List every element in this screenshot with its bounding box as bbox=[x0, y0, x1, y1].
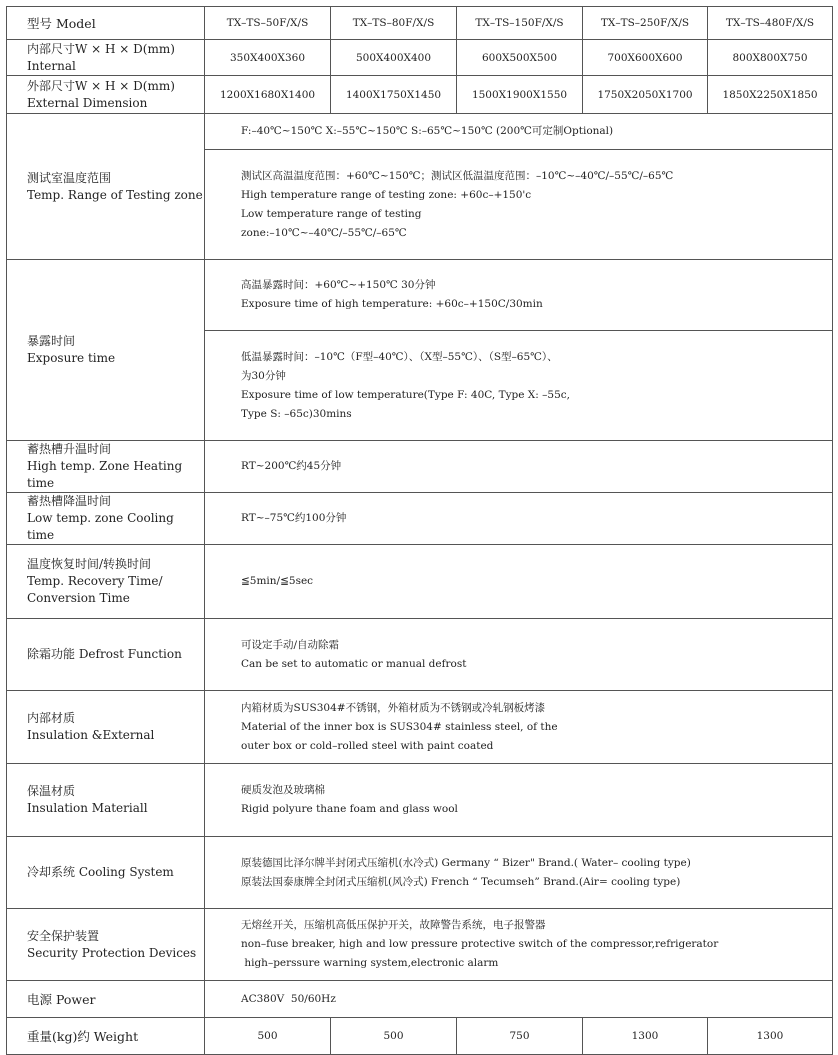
material-line-2: Material of the inner box is SUS304# stainless steel, of the bbox=[241, 720, 558, 733]
power-row bbox=[7, 981, 833, 1018]
cooling-system-line-1: 原装德国比泽尔牌半封闭式压缩机(水冷式) Germany “ Bizer" Brand.( Water– cooling type) bbox=[241, 856, 691, 869]
weight-value-2: 500 bbox=[331, 1018, 457, 1055]
weight-value-1: 500 bbox=[205, 1018, 331, 1055]
cooling-system-line-2: 原装法国泰康牌全封闭式压缩机(风冷式) French “ Tecumseh” Brand.(Air= cooling type) bbox=[241, 875, 681, 888]
weight-value-5: 1300 bbox=[708, 1018, 833, 1055]
exposure-row-high bbox=[7, 260, 833, 331]
external-label-en: External Dimension bbox=[27, 95, 148, 110]
exposure-label-cn: 暴露时间 bbox=[27, 334, 76, 348]
heating-value: RT~200℃约45分钟 bbox=[205, 441, 833, 493]
internal-value-4: 700X600X600 bbox=[583, 40, 708, 76]
cooling-system-label: 冷却系统 Cooling System bbox=[7, 837, 205, 909]
exposure-high-line-2: Exposure time of high temperature: +60c–+150C/30min bbox=[241, 298, 543, 310]
cooling-label bbox=[7, 493, 205, 545]
weight-value-3: 750 bbox=[457, 1018, 583, 1055]
exposure-label bbox=[7, 260, 205, 441]
recovery-label-en1: Temp. Recovery Time/ bbox=[27, 574, 163, 588]
defrost-row bbox=[7, 619, 833, 691]
power-value: AC380V 50/60Hz bbox=[205, 981, 833, 1018]
model-header-2: TX–TS–80F/X/S bbox=[331, 7, 457, 40]
internal-value-5: 800X800X750 bbox=[708, 40, 833, 76]
recovery-value: ≦5min/≦5sec bbox=[205, 545, 833, 619]
external-value-2: 1400X1750X1450 bbox=[331, 76, 457, 114]
security-line-2: non–fuse breaker, high and low pressure protective switch of the compressor,refrigerator bbox=[241, 938, 719, 950]
defrost-label: 除霜功能 Defrost Function bbox=[7, 619, 205, 691]
insulation-label-cn: 保温材质 bbox=[27, 784, 76, 798]
external-value-4: 1750X2050X1700 bbox=[583, 76, 708, 114]
exposure-low bbox=[205, 331, 833, 441]
security-label-cn: 安全保护装置 bbox=[27, 928, 100, 943]
weight-label: 重量(kg)约 Weight bbox=[7, 1018, 205, 1055]
external-value-3: 1500X1900X1550 bbox=[457, 76, 583, 114]
cooling-value: RT~–75℃约100分钟 bbox=[205, 493, 833, 545]
temp-range-line-b2: High temperature range of testing zone: +60c–+150'c bbox=[241, 188, 532, 201]
material-line-3: outer box or cold–rolled steel with paint coated bbox=[241, 739, 494, 752]
exposure-low-line-4: Type S: –65c)30mins bbox=[241, 407, 352, 420]
cooling-label-en: Low temp. zone Cooling time bbox=[27, 511, 174, 542]
cooling-label-cn: 蓄热槽降温时间 bbox=[27, 494, 112, 508]
cooling-row bbox=[7, 493, 833, 545]
exposure-label-en: Exposure time bbox=[27, 351, 116, 365]
security-label bbox=[7, 909, 205, 981]
temp-range-line-a: F:–40℃~150℃ X:–55℃~150℃ S:–65℃~150℃ (200℃可定制Optional) bbox=[241, 125, 614, 137]
internal-label-cn: 内部尺寸W × H × D(mm) bbox=[27, 41, 175, 56]
recovery-label-en2: Conversion Time bbox=[27, 591, 130, 605]
defrost-line-1: 可设定手动/自动除霜 bbox=[241, 638, 340, 651]
recovery-label bbox=[7, 545, 205, 619]
insulation-row bbox=[7, 764, 833, 837]
weight-value-4: 1300 bbox=[583, 1018, 708, 1055]
internal-label-en: Internal bbox=[27, 58, 76, 73]
internal-value-1: 350X400X360 bbox=[205, 40, 331, 76]
insulation-line-1: 硬质发泡及玻璃棉 bbox=[241, 784, 325, 796]
exposure-low-line-1: 低温暴露时间：–10℃（F型–40℃）、（X型–55℃）、（S型–65℃）、 bbox=[241, 350, 558, 363]
heating-row bbox=[7, 441, 833, 493]
temp-range-row-a bbox=[7, 114, 833, 150]
exposure-low-line-2: 为30分钟 bbox=[241, 369, 286, 382]
cooling-system-row bbox=[7, 837, 833, 909]
recovery-label-cn: 温度恢复时间/转换时间 bbox=[27, 557, 152, 571]
heating-label-cn: 蓄热槽升温时间 bbox=[27, 442, 112, 456]
exposure-low-line-3: Exposure time of low temperature(Type F: 40C, Type X: –55c, bbox=[241, 388, 570, 401]
internal-value-2: 500X400X400 bbox=[331, 40, 457, 76]
cooling-system-value bbox=[205, 837, 833, 909]
model-row bbox=[7, 7, 833, 40]
security-row bbox=[7, 909, 833, 981]
weight-row bbox=[7, 1018, 833, 1055]
insulation-line-2: Rigid polyure thane foam and glass wool bbox=[241, 803, 458, 815]
model-header-3: TX–TS–150F/X/S bbox=[457, 7, 583, 40]
temp-range-detail bbox=[205, 150, 833, 260]
security-line-3: high–perssure warning system,electronic alarm bbox=[241, 957, 499, 969]
exposure-high bbox=[205, 260, 833, 331]
material-row bbox=[7, 691, 833, 764]
material-line-1: 内箱材质为SUS304#不锈钢，外箱材质为不锈钢或冷轧钢板烤漆 bbox=[241, 701, 546, 714]
internal-row bbox=[7, 40, 833, 76]
model-header-4: TX–TS–250F/X/S bbox=[583, 7, 708, 40]
model-header-5: TX–TS–480F/X/S bbox=[708, 7, 833, 40]
temp-range-label-cn: 测试室温度范围 bbox=[27, 170, 112, 185]
internal-value-3: 600X500X500 bbox=[457, 40, 583, 76]
external-row bbox=[7, 76, 833, 114]
security-label-en: Security Protection Devices bbox=[27, 945, 197, 960]
spec-table bbox=[6, 6, 833, 1055]
external-label bbox=[7, 76, 205, 114]
security-line-1: 无熔丝开关，压缩机高低压保护开关，故障警告系统，电子报警器 bbox=[241, 919, 546, 931]
material-label-cn: 内部材质 bbox=[27, 711, 76, 725]
temp-range-options bbox=[205, 114, 833, 150]
power-label: 电源 Power bbox=[7, 981, 205, 1018]
temp-range-label bbox=[7, 114, 205, 260]
model-label: 型号 Model bbox=[7, 7, 205, 40]
defrost-value bbox=[205, 619, 833, 691]
defrost-line-2: Can be set to automatic or manual defrost bbox=[241, 657, 467, 670]
insulation-label bbox=[7, 764, 205, 837]
exposure-high-line-1: 高温暴露时间：+60℃~+150℃ 30分钟 bbox=[241, 279, 436, 291]
temp-range-label-en: Temp. Range of Testing zone bbox=[27, 187, 203, 202]
external-value-5: 1850X2250X1850 bbox=[708, 76, 833, 114]
temp-range-line-b3: Low temperature range of testing bbox=[241, 207, 422, 220]
material-label bbox=[7, 691, 205, 764]
heating-label bbox=[7, 441, 205, 493]
insulation-value bbox=[205, 764, 833, 837]
material-value bbox=[205, 691, 833, 764]
temp-range-line-b1: 测试区高温温度范围：+60℃~150℃；测试区低温温度范围：–10℃~–40℃/–55℃/–65℃ bbox=[241, 169, 674, 182]
model-header-1: TX–TS–50F/X/S bbox=[205, 7, 331, 40]
internal-label bbox=[7, 40, 205, 76]
external-label-cn: 外部尺寸W × H × D(mm) bbox=[27, 78, 175, 93]
heating-label-en: High temp. Zone Heating time bbox=[27, 459, 183, 490]
material-label-en: Insulation &External bbox=[27, 728, 155, 742]
recovery-row bbox=[7, 545, 833, 619]
external-value-1: 1200X1680X1400 bbox=[205, 76, 331, 114]
insulation-label-en: Insulation Materiall bbox=[27, 801, 148, 815]
temp-range-line-b4: zone:–10℃~–40℃/–55℃/–65℃ bbox=[241, 226, 407, 239]
security-value bbox=[205, 909, 833, 981]
